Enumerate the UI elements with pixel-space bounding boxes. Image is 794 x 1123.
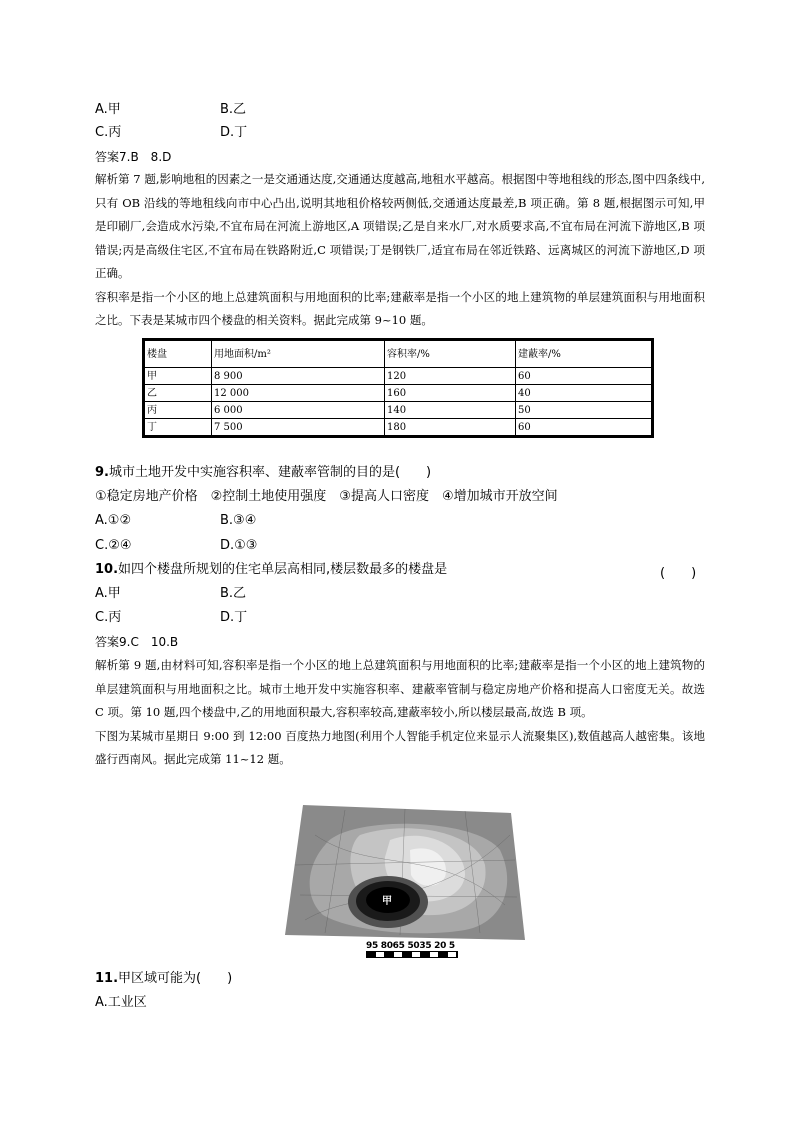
table-cell: 180 — [385, 419, 516, 437]
explanation-9-10: 解析第 9 题,由材料可知,容积率是指一个小区的地上总建筑面积与用地面积的比率;建蔽率是指一个小区的地上建筑物的单层建筑面积与用地面积之比。城市土地开发中实施容积率、建蔽率管制与稳定房地产价格和提高人口密度无关。故选 C 项。第 10 题,四个楼盘中,乙的用地面积最大,容积率较高,建蔽率较小,所以楼层最高,故选 B 项。 下图为某城市星期日 9:00 到 12:00 百度热力地图(利用个人智能手机定位来显示人流聚集区),数值越高人越密集。该地盛行西南风。据此完成第 11~12 题。 — [95, 654, 705, 772]
table-cell: 60 — [516, 368, 653, 385]
option-a[interactable]: A.甲 — [95, 102, 121, 117]
question-10: 10.如四个楼盘所规划的住宅单层高相同,楼层数最多的楼盘是 — [95, 562, 448, 577]
question-9-items: ①稳定房地产价格 ②控制土地使用强度 ③提高人口密度 ④增加城市开放空间 — [95, 489, 558, 504]
map-label: 甲 — [382, 896, 392, 907]
header-cell: 楼盘 — [144, 340, 212, 368]
table-cell: 140 — [385, 402, 516, 419]
legend-values: 95 8065 5035 20 5 — [366, 941, 455, 951]
question-11: 11.甲区域可能为( ) — [95, 971, 233, 986]
explanation-7-8: 解析第 7 题,影响地租的因素之一是交通通达度,交通通达度越高,地租水平越高。根据图中等地租线的形态,图中四条线中,只有 OB 沿线的等地租线向市中心凸出,说明其地租价格较两侧低,交通通达度最差,B 项正确。第 8 题,根据图示可知,甲是印刷厂,会造成水污染,不宜布局在河流上游地区,A 项错误;乙是自来水厂,对水质要求高,不宜布局在河流下游地区,B 项错误;丙是高级住宅区,不宜布局在铁路附近,C 项错误;丁是钢铁厂,适宜布局在邻近铁路、远离城区的河流下游地区,D 项正确。 容积率是指一个小区的地上总建筑面积与用地面积的比率;建蔽率是指一个小区的地上建筑物的单层建筑面积与用地面积之比。下表是某城市四个楼盘的相关资料。据此完成第 9~10 题。 — [95, 168, 705, 333]
table-header-row — [144, 340, 653, 368]
option-b[interactable]: B.乙 — [220, 586, 247, 601]
table-cell: 8 900 — [212, 368, 385, 385]
table-row — [144, 368, 653, 385]
answer-7-8: 答案7.B 8.D — [95, 150, 172, 164]
table-row — [144, 402, 653, 419]
option-c[interactable]: C.②④ — [95, 538, 132, 553]
table-row — [144, 419, 653, 437]
answer-9-10: 答案9.C 10.B — [95, 635, 179, 649]
option-a[interactable]: A.工业区 — [95, 995, 147, 1010]
header-cell: 容积率/% — [385, 340, 516, 368]
option-b[interactable]: B.乙 — [220, 102, 247, 117]
intro-11-12: 下图为某城市星期日 9:00 到 12:00 百度热力地图(利用个人智能手机定位来显示人流聚集区),数值越高人越密集。该地盛行西南风。据此完成第 11~12 题。 — [95, 728, 705, 766]
table-cell: 7 500 — [212, 419, 385, 437]
legend-bar — [366, 951, 458, 958]
intro-9-10: 容积率是指一个小区的地上总建筑面积与用地面积的比率;建蔽率是指一个小区的地上建筑物的单层建筑面积与用地面积之比。下表是某城市四个楼盘的相关资料。据此完成第 9~10 题。 — [95, 289, 705, 327]
option-d[interactable]: D.丁 — [220, 125, 248, 140]
option-d[interactable]: D.丁 — [220, 610, 248, 625]
table-cell: 40 — [516, 385, 653, 402]
option-c[interactable]: C.丙 — [95, 125, 122, 140]
answer-bracket: ( ) — [660, 566, 697, 581]
table-cell: 160 — [385, 385, 516, 402]
heat-legend — [366, 941, 458, 958]
table-cell: 6 000 — [212, 402, 385, 419]
table-cell: 60 — [516, 419, 653, 437]
table-cell: 丙 — [144, 402, 212, 419]
table-cell: 12 000 — [212, 385, 385, 402]
table-cell: 甲 — [144, 368, 212, 385]
table-cell: 50 — [516, 402, 653, 419]
table-row — [144, 385, 653, 402]
table-cell: 120 — [385, 368, 516, 385]
header-cell: 建蔽率/% — [516, 340, 653, 368]
table-cell: 乙 — [144, 385, 212, 402]
option-a[interactable]: A.①② — [95, 513, 132, 528]
option-c[interactable]: C.丙 — [95, 610, 122, 625]
option-d[interactable]: D.①③ — [220, 538, 258, 553]
option-b[interactable]: B.③④ — [220, 513, 257, 528]
table-cell: 丁 — [144, 419, 212, 437]
header-cell: 用地面积/m² — [212, 340, 385, 368]
question-9: 9.城市土地开发中实施容积率、建蔽率管制的目的是( ) — [95, 465, 432, 480]
data-table — [142, 338, 654, 438]
option-a[interactable]: A.甲 — [95, 586, 121, 601]
